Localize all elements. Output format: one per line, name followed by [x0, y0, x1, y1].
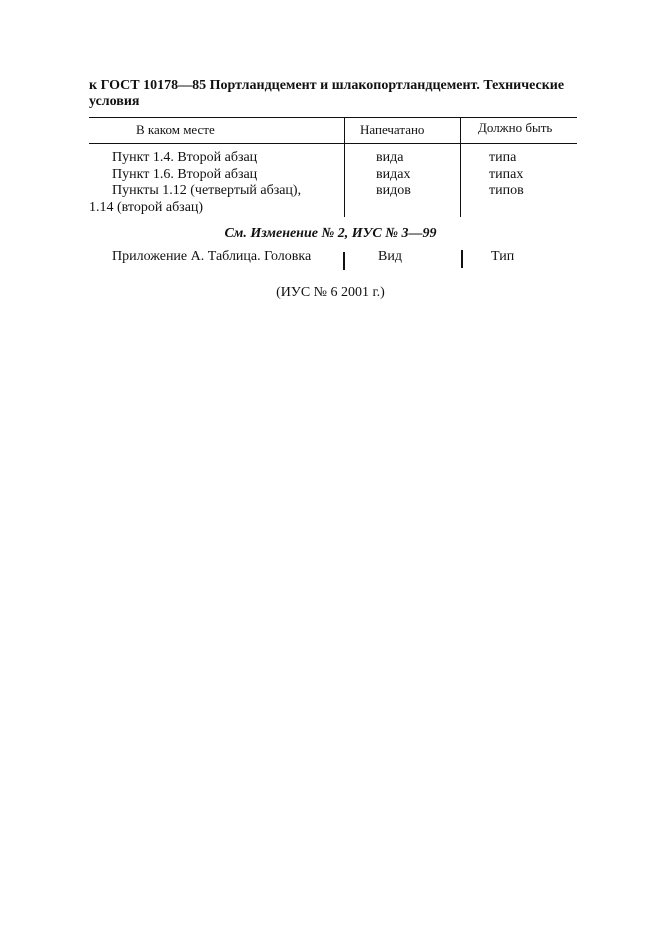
table-row-1-place: Пункт 1.4. Второй абзац	[112, 150, 258, 165]
amendment-divider-1	[343, 252, 345, 270]
table-row-1-should-be: типа	[489, 150, 517, 165]
table-row-3-place: Пункты 1.12 (четвертый абзац),	[112, 183, 302, 198]
table-row-1-printed: вида	[376, 150, 404, 165]
heading-line-2: условия	[89, 94, 140, 109]
table-row-2-place: Пункт 1.6. Второй абзац	[112, 167, 258, 182]
document-heading	[89, 78, 579, 110]
heading-line-1: к ГОСТ 10178—85 Портландцемент и шлакопортландцемент. Технические	[89, 78, 565, 93]
header-place: В каком месте	[136, 122, 215, 137]
amendment-title: См. Изменение № 2, ИУС № 3—99	[224, 226, 437, 241]
header-should-be: Должно быть	[478, 120, 553, 135]
table-row-2-should-be: типах	[489, 167, 524, 182]
table-header-rule	[89, 143, 577, 144]
table-column-divider-2	[460, 117, 461, 217]
table-row-2-printed: видах	[376, 167, 411, 182]
amendment-row-place: Приложение А. Таблица. Головка	[112, 249, 312, 264]
header-printed: Напечатано	[360, 122, 425, 137]
table-row-3-place-continued: 1.14 (второй абзац)	[89, 200, 204, 215]
table-column-divider-1	[344, 117, 345, 217]
amendment-row-printed: Вид	[378, 249, 402, 264]
amendment-row-should-be: Тип	[491, 249, 515, 264]
footer-note: (ИУС № 6 2001 г.)	[276, 285, 385, 300]
table-row-3-should-be: типов	[489, 183, 524, 198]
table-top-rule	[89, 117, 577, 118]
table-row-3-printed: видов	[376, 183, 411, 198]
amendment-divider-2	[461, 250, 463, 268]
